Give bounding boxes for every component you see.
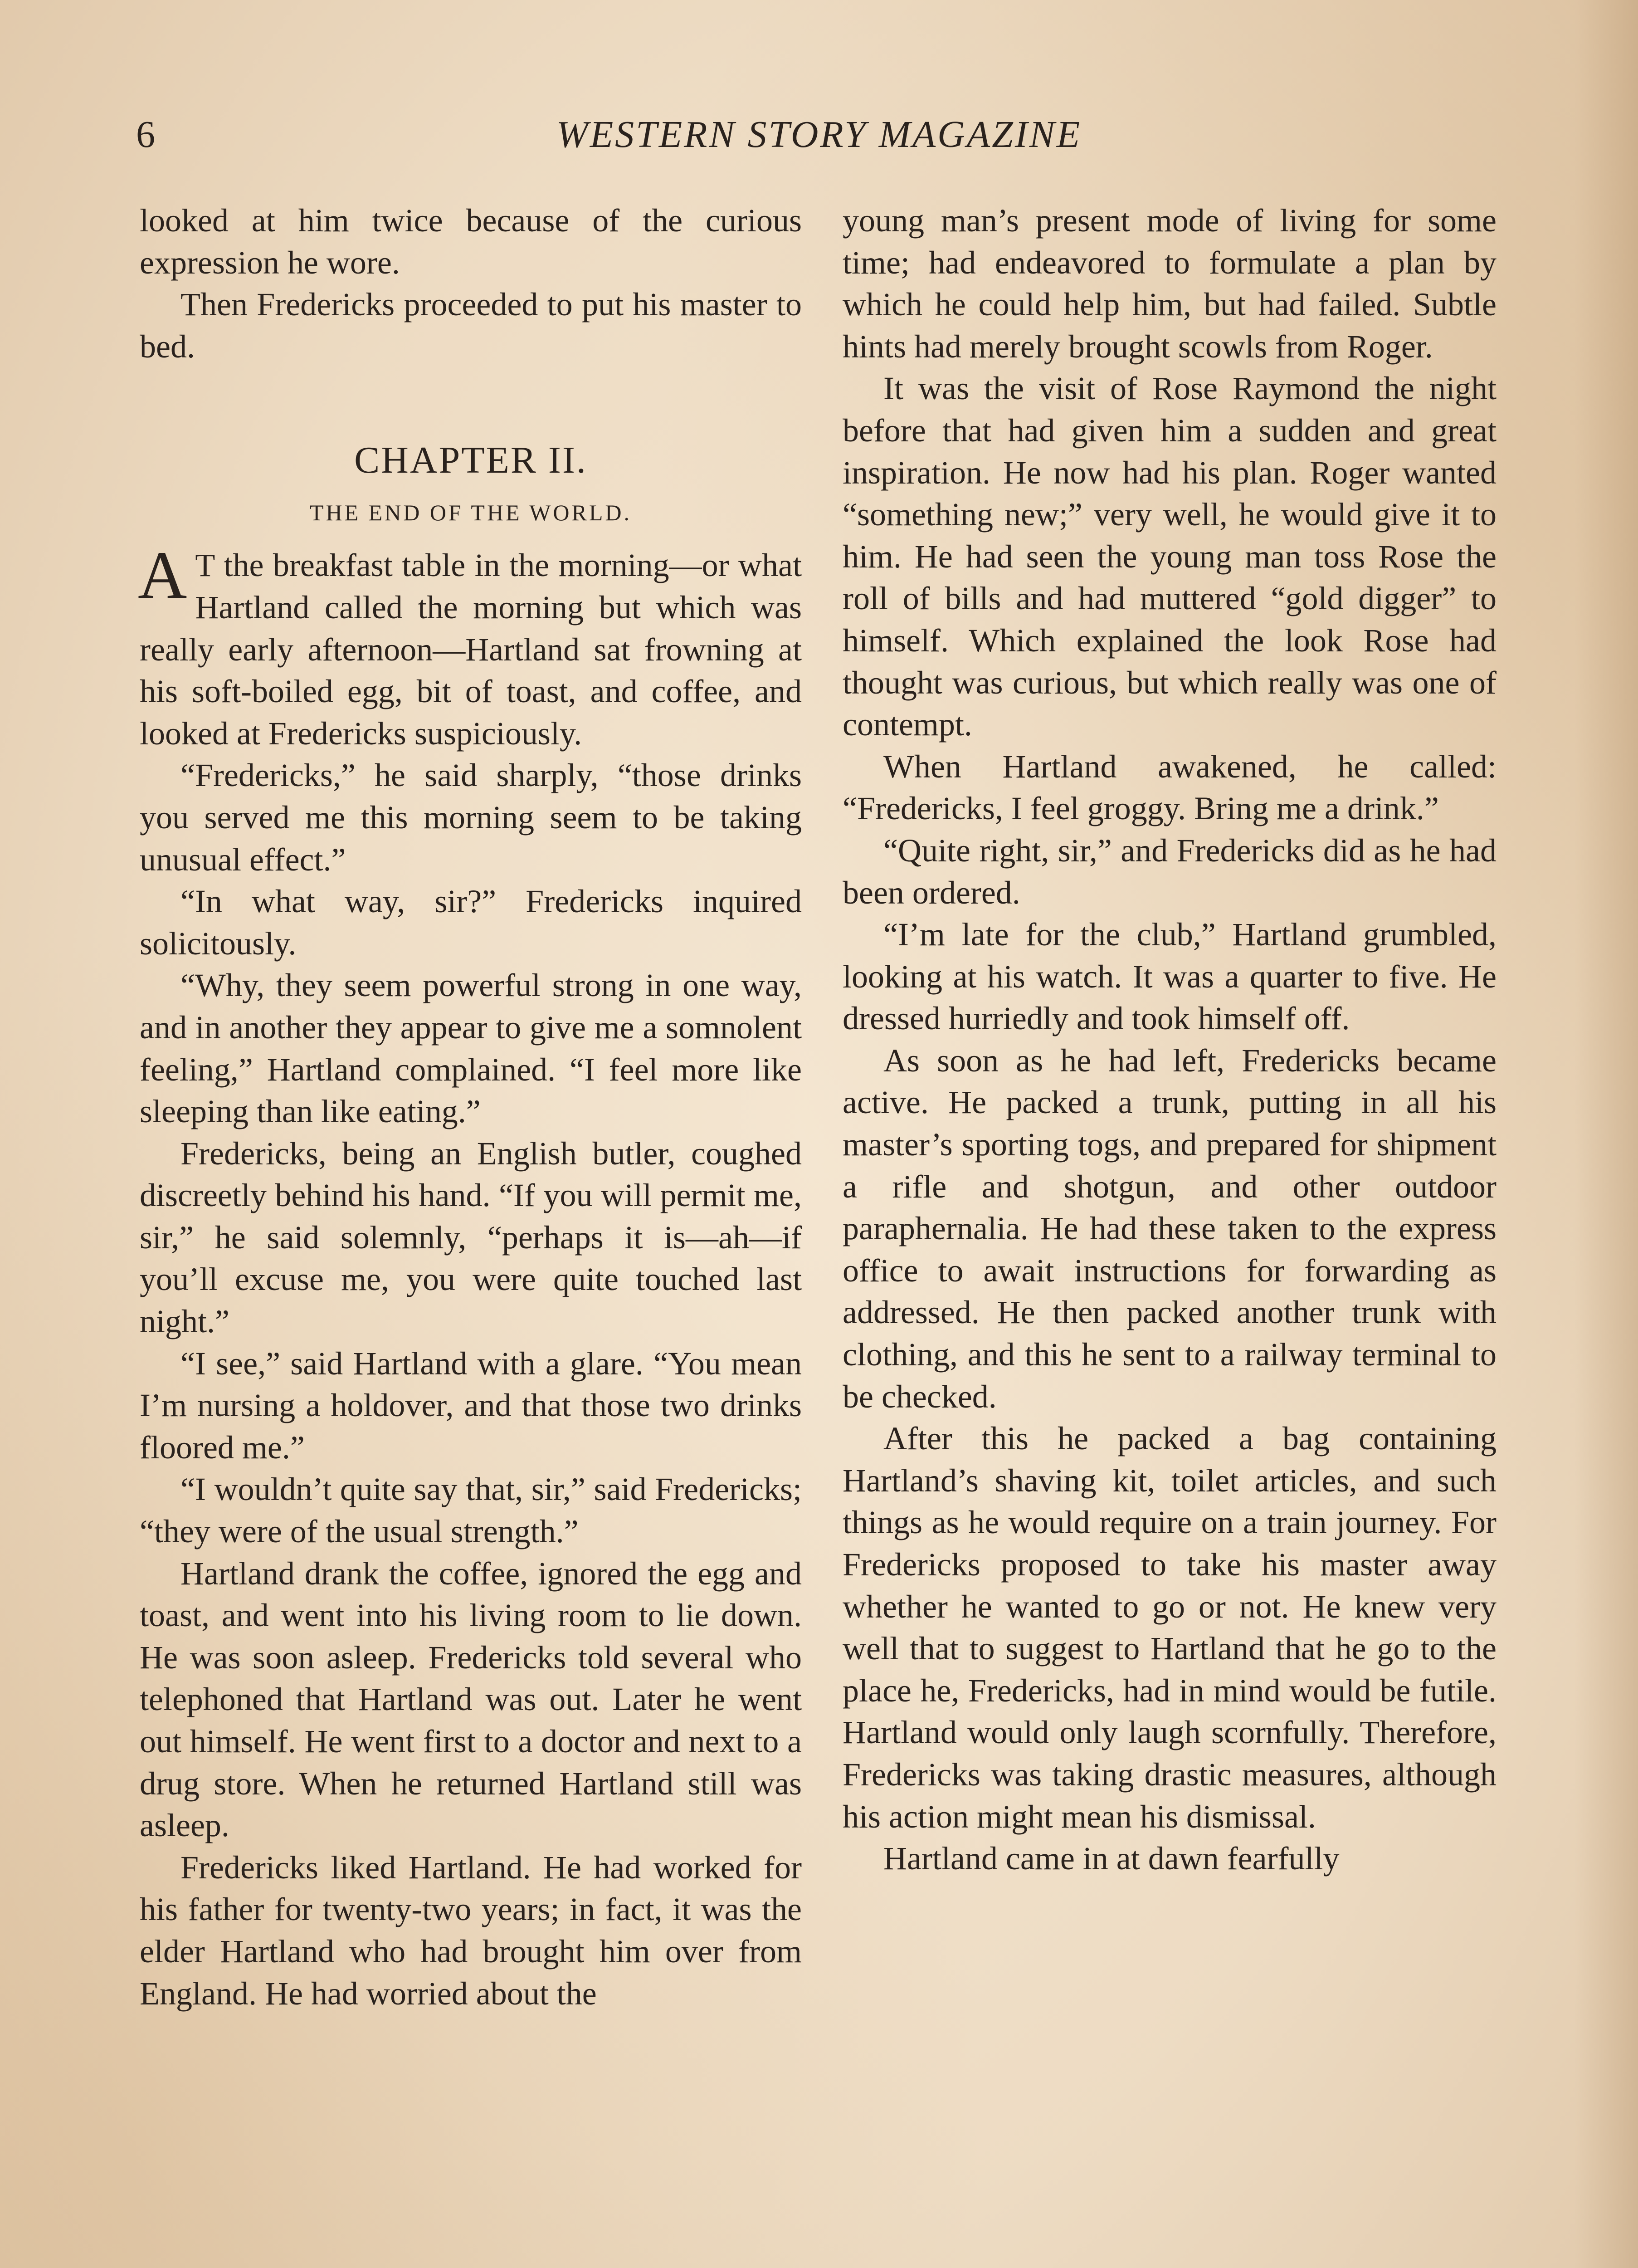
- paragraph: When Hartland awakened, he called: “Fredericks, I feel groggy. Bring me a drink.”: [843, 748, 1497, 827]
- paragraph: After this he packed a bag containing Hartland’s shaving kit, toilet articles, and such things as he would require on a train journey. For Fredericks proposed to take his master away whether he wanted to go or not. He knew very well that to suggest to Hartland that he go to the place he, Fredericks, had in mind would be futile. Hartland would only laugh scornfully. Therefore, Fredericks was taking drastic measures, although his action might mean his dismissal.: [843, 1420, 1497, 1835]
- drop-cap: A: [138, 538, 187, 613]
- paragraph: “Fredericks,” he said sharply, “those drinks you served me this morning seem to be taking unusual effect.”: [140, 757, 802, 878]
- paragraph: “I see,” said Hartland with a glare. “You mean I’m nursing a holdover, and that those two drinks floored me.”: [140, 1345, 802, 1466]
- right-column: [843, 200, 1497, 1880]
- chapter-heading: [140, 435, 802, 540]
- page-edge-shading: [1575, 0, 1638, 2268]
- paragraph: young man’s present mode of living for some time; had endeavored to formulate a plan by which he could help him, but had failed. Subtle hints had merely brought scowls from Roger.: [843, 202, 1497, 365]
- paragraph: Then Fredericks proceeded to put his master to bed.: [140, 286, 802, 365]
- paragraph: Fredericks liked Hartland. He had worked for his father for twenty-two years; in fact, it was the elder Hartland who had brought him over from England. He had worried about the: [140, 1849, 802, 2012]
- running-head: WESTERN STORY MAGAZINE: [556, 113, 1082, 156]
- paragraph: “I wouldn’t quite say that, sir,” said Fredericks; “they were of the usual strength.”: [140, 1471, 802, 1550]
- paragraph: Fredericks, being an English butler, coughed discreetly behind his hand. “If you will permit me, sir,” he said solemnly, “perhaps it is—ah—if you’ll excuse me, you were quite touched last night.”: [140, 1135, 802, 1340]
- paragraph: looked at him twice because of the curious expression he wore.: [140, 202, 802, 281]
- opening-paragraph-text: T the breakfast table in the morning—or what Hartland called the morning but which was really early afternoon—Hartland sat frowning at his soft-boiled egg, bit of toast, and coffee, and looked at Fredericks suspiciously.: [140, 547, 802, 752]
- paragraph: “Quite right, sir,” and Fredericks did as he had been ordered.: [843, 832, 1497, 911]
- paragraph: “I’m late for the club,” Hartland grumbled, looking at his watch. It was a quarter to five. He dressed hurriedly and took himself off.: [843, 916, 1497, 1037]
- chapter-title: CHAPTER II.: [354, 439, 587, 482]
- page-number: 6: [136, 113, 155, 156]
- left-column: [140, 200, 802, 2014]
- paragraph: “In what way, sir?” Fredericks inquired solicitously.: [140, 883, 802, 962]
- chapter-subtitle: THE END OF THE WORLD.: [309, 500, 632, 526]
- opening-paragraph: [138, 538, 802, 754]
- paragraph: As soon as he had left, Fredericks became active. He packed a trunk, putting in all his master’s sporting togs, and prepared for shipment a rifle and shotgun, and other outdoor paraphernalia. He had these taken to the express office to await instructions for forwarding as addressed. He then packed another trunk with clothing, and this he sent to a railway terminal to be checked.: [843, 1042, 1497, 1415]
- paragraph: Hartland drank the coffee, ignored the egg and toast, and went into his living room to lie down. He was soon asleep. Fredericks told several who telephoned that Hartland was out. Later he went out himself. He went first to a doctor and next to a drug store. When he returned Hartland still was asleep.: [140, 1555, 802, 1844]
- paragraph: “Why, they seem powerful strong in one way, and in another they appear to give me a somnolent feeling,” Hartland complained. “I feel more like sleeping than like eating.”: [140, 967, 802, 1130]
- paragraph: Hartland came in at dawn fearfully: [883, 1840, 1340, 1877]
- paragraph: It was the visit of Rose Raymond the night before that had given him a sudden and great inspiration. He now had his plan. Roger wanted “something new;” very well, he would give it to him. He had seen the young man toss Rose the roll of bills and had muttered “gold digger” to himself. Which explained the look Rose had thought was curious, but which really was one of contempt.: [843, 370, 1497, 743]
